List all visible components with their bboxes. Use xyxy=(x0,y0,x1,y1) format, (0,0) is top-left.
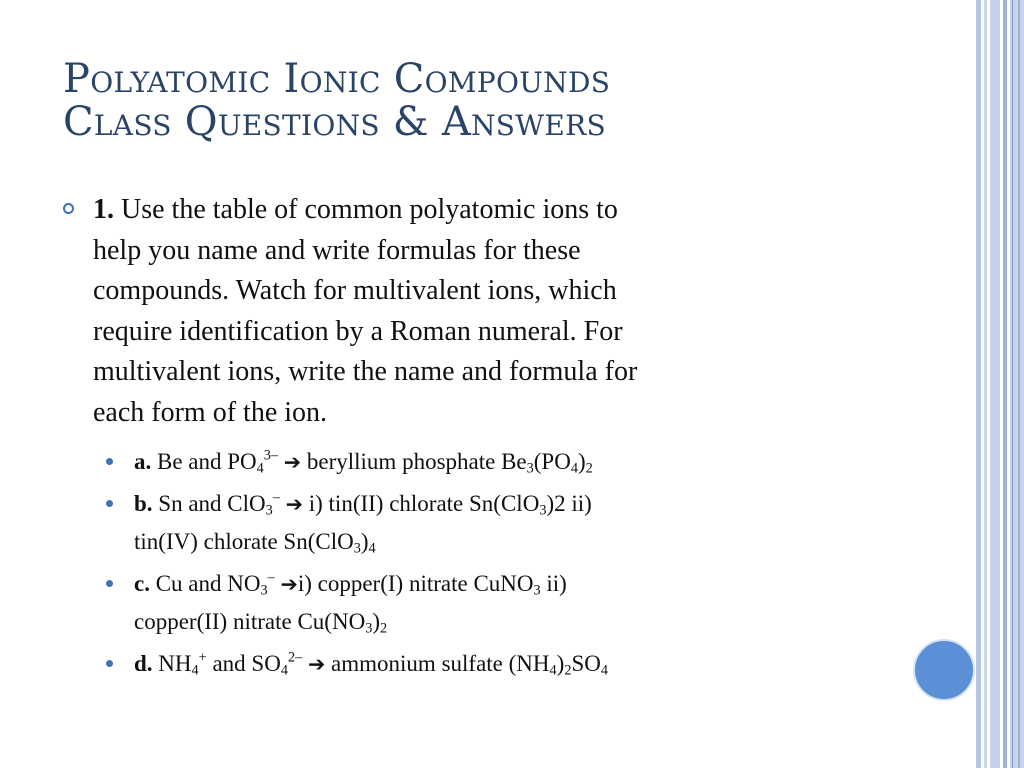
decor-circle-icon xyxy=(913,639,975,701)
question-line: multivalent ions, write the name and formula for xyxy=(93,356,638,387)
question-text xyxy=(93,190,880,433)
right-arrow-icon: ➔ xyxy=(280,572,298,596)
filled-dot-bullet-icon xyxy=(106,458,113,465)
decor-stripe xyxy=(1012,0,1013,768)
question-line: help you name and write formulas for these xyxy=(93,234,581,266)
decor-stripe xyxy=(990,0,1000,768)
answer-a: a. Be and $PO_4^{3-}$ ➔ beryllium phosphate $Be_3(PO_4)_2$ xyxy=(134,443,880,481)
right-arrow-icon: ➔ xyxy=(285,492,303,516)
decor-stripe xyxy=(1018,0,1020,768)
answer-label: d. xyxy=(134,651,153,676)
decor-stripe xyxy=(984,0,987,768)
title-line-1: Polyatomic Ionic Compounds xyxy=(63,56,611,102)
title-line-2: Class Questions & Answers xyxy=(63,99,606,145)
filled-dot-bullet-icon xyxy=(106,580,113,587)
hollow-circle-bullet-icon xyxy=(63,203,74,214)
question-line: compounds. Watch for multivalent ions, which xyxy=(93,275,617,306)
decor-stripe xyxy=(976,0,981,768)
question-line: Use the table of common polyatomic ions to xyxy=(114,194,618,225)
filled-dot-bullet-icon xyxy=(106,660,113,667)
right-arrow-icon: ➔ xyxy=(283,450,302,474)
question-number: 1. xyxy=(93,194,114,225)
answer-c: c. Cu and $NO_3^-$ ➔i) copper(I) nitrate CuNO$_3$ ii) copper(II) nitrate $Cu(NO_3)_2$ xyxy=(134,565,880,641)
decor-stripe xyxy=(1003,0,1007,768)
filled-dot-bullet-icon xyxy=(106,500,113,507)
answer-label: c. xyxy=(134,571,150,596)
answer-d: d. $NH_4^+$ and $SO_4^{2-}$ ➔ ammonium sulfate $(NH_4)_2SO_4$ xyxy=(134,645,880,683)
right-arrow-icon: ➔ xyxy=(307,652,326,676)
answer-list xyxy=(60,443,880,683)
question-item xyxy=(60,190,880,433)
question-line: each form of the ion. xyxy=(93,396,328,428)
slide-content xyxy=(60,190,880,687)
answer-label: b. xyxy=(134,491,153,516)
question-line: require identification by a Roman numeral. For xyxy=(93,315,623,347)
slide-title xyxy=(63,58,943,144)
answer-label: a. xyxy=(134,449,152,474)
answer-b: b. Sn and ClO$_3$– ➔ i) tin(II) chlorate Sn(ClO$_3$)2 ii) tin(IV) chlorate $Sn(ClO_3)_4$ xyxy=(134,485,880,561)
